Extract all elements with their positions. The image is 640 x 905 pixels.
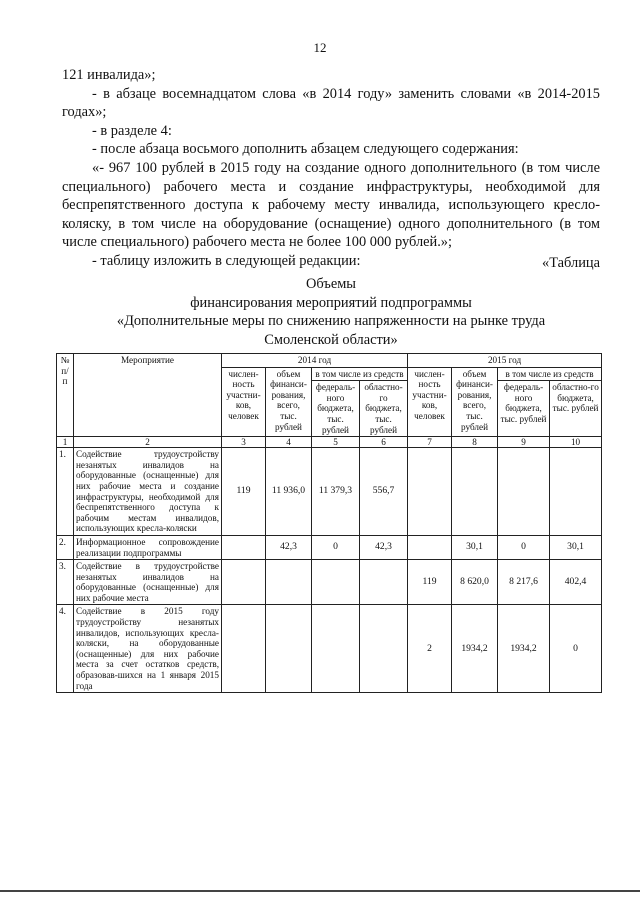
row-activity: Содействие трудоустройству незанятых инвалидов на оборудованные (оснащенные) для них рабочие места и создание инфраструктуры, необходимой для беспрепятственного доступа к рабочим местам инвалидов, использующих кресла-коляски xyxy=(74,448,222,536)
column-index-row xyxy=(57,437,602,448)
cell-regional-2014: 556,7 xyxy=(360,448,408,536)
header-regional: областно-го бюджета, тыс. рублей xyxy=(360,381,408,437)
index-cell: 3 xyxy=(222,437,266,448)
index-cell: 8 xyxy=(452,437,498,448)
title-line: финансирования мероприятий подпрограммы xyxy=(190,294,472,311)
index-cell: 4 xyxy=(266,437,312,448)
amendment-text xyxy=(62,66,600,271)
cell-federal-2014: 0 xyxy=(312,535,360,559)
index-cell: 2 xyxy=(74,437,222,448)
index-cell: 7 xyxy=(408,437,452,448)
cell-federal-2015: 1934,2 xyxy=(498,605,550,693)
header-num: № п/п xyxy=(57,354,74,437)
cell-volume-2015: 1934,2 xyxy=(452,605,498,693)
paragraph: - в абзаце восемнадцатом слова «в 2014 году» заменить словами «в 2014-2015 годах»; xyxy=(62,85,600,121)
paragraph: 121 инвалида»; xyxy=(62,67,156,83)
title-line: Смоленской области» xyxy=(264,331,398,348)
cell-regional-2015: 402,4 xyxy=(550,560,602,605)
header-federal: федераль-ного бюджета, тыс. рублей xyxy=(312,381,360,437)
cell-volume-2015: 8 620,0 xyxy=(452,560,498,605)
cell-participants-2015 xyxy=(408,448,452,536)
index-cell: 5 xyxy=(312,437,360,448)
cell-volume-2015 xyxy=(452,448,498,536)
paragraph: «- 967 100 рублей в 2015 году на создание одного дополнительного (в том числе специального) рабочего места и создание инфраструктуры, необходимой для беспрепятственного доступа к рабочему месту инвалида, использующего кресло-коляску, в том числе на оборудование (оснащение) одного дополнительного (в том числе специального) рабочего места не более 100 000 рублей.»; xyxy=(62,159,600,251)
row-num: 1. xyxy=(57,448,74,536)
header-year-2014: 2014 год xyxy=(222,354,408,368)
cell-volume-2015: 30,1 xyxy=(452,535,498,559)
cell-federal-2014: 11 379,3 xyxy=(312,448,360,536)
cell-participants-2015: 119 xyxy=(408,560,452,605)
cell-federal-2015: 8 217,6 xyxy=(498,560,550,605)
cell-participants-2015: 2 xyxy=(408,605,452,693)
row-activity: Информационное сопровождение реализации подпрограммы xyxy=(74,535,222,559)
page-bottom-rule xyxy=(0,890,640,892)
cell-federal-2015 xyxy=(498,448,550,536)
header-activity: Мероприятие xyxy=(74,354,222,437)
table-label: «Таблица xyxy=(542,255,600,271)
cell-regional-2014: 42,3 xyxy=(360,535,408,559)
cell-regional-2015 xyxy=(550,448,602,536)
cell-federal-2014 xyxy=(312,605,360,693)
table-row xyxy=(57,605,602,693)
header-regional: областно-го бюджета, тыс. рублей xyxy=(550,381,602,437)
financing-table xyxy=(56,353,602,693)
header-participants: числен-ность участни-ков, человек xyxy=(408,367,452,437)
index-cell: 10 xyxy=(550,437,602,448)
cell-regional-2014 xyxy=(360,560,408,605)
paragraph: - в разделе 4: xyxy=(92,122,172,139)
index-cell: 1 xyxy=(57,437,74,448)
table-title xyxy=(62,275,600,349)
paragraph: - после абзаца восьмого дополнить абзацем следующего содержания: xyxy=(92,141,519,158)
row-num: 4. xyxy=(57,605,74,693)
header-volume: объем финанси-рования, всего, тыс. рублей xyxy=(452,367,498,437)
index-cell: 6 xyxy=(360,437,408,448)
cell-volume-2014: 11 936,0 xyxy=(266,448,312,536)
paragraph: - таблицу изложить в следующей редакции: xyxy=(92,252,361,269)
table-row xyxy=(57,535,602,559)
header-year-2015: 2015 год xyxy=(408,354,602,368)
row-num: 2. xyxy=(57,535,74,559)
cell-regional-2015: 30,1 xyxy=(550,535,602,559)
row-activity: Содействие в трудоустройстве незанятых инвалидов на оборудованные (оснащенные) для них рабочие места xyxy=(74,560,222,605)
table-row xyxy=(57,560,602,605)
cell-federal-2015: 0 xyxy=(498,535,550,559)
index-cell: 9 xyxy=(498,437,550,448)
header-volume: объем финанси-рования, всего, тыс. рублей xyxy=(266,367,312,437)
cell-federal-2014 xyxy=(312,560,360,605)
cell-regional-2014 xyxy=(360,605,408,693)
cell-participants-2014 xyxy=(222,560,266,605)
row-activity: Содействие в 2015 году трудоустройству незанятых инвалидов, использующих кресла-коляски, на оборудованные (оснащенные) для них рабочие места за счет остатков средств, образовав-шихся на 1 января 2015 года xyxy=(74,605,222,693)
header-including: в том числе из средств xyxy=(498,367,602,381)
cell-participants-2014 xyxy=(222,535,266,559)
cell-participants-2014 xyxy=(222,605,266,693)
cell-volume-2014 xyxy=(266,605,312,693)
row-num: 3. xyxy=(57,560,74,605)
cell-participants-2014: 119 xyxy=(222,448,266,536)
title-line: «Дополнительные меры по снижению напряженности на рынке труда xyxy=(116,313,546,330)
table-row xyxy=(57,448,602,536)
cell-volume-2014 xyxy=(266,560,312,605)
cell-regional-2015: 0 xyxy=(550,605,602,693)
cell-volume-2014: 42,3 xyxy=(266,535,312,559)
header-including: в том числе из средств xyxy=(312,367,408,381)
header-federal: федераль-ного бюджета, тыс. рублей xyxy=(498,381,550,437)
cell-participants-2015 xyxy=(408,535,452,559)
header-participants: числен-ность участни-ков, человек xyxy=(222,367,266,437)
page-number: 12 xyxy=(313,40,327,55)
title-line: Объемы xyxy=(306,276,356,292)
